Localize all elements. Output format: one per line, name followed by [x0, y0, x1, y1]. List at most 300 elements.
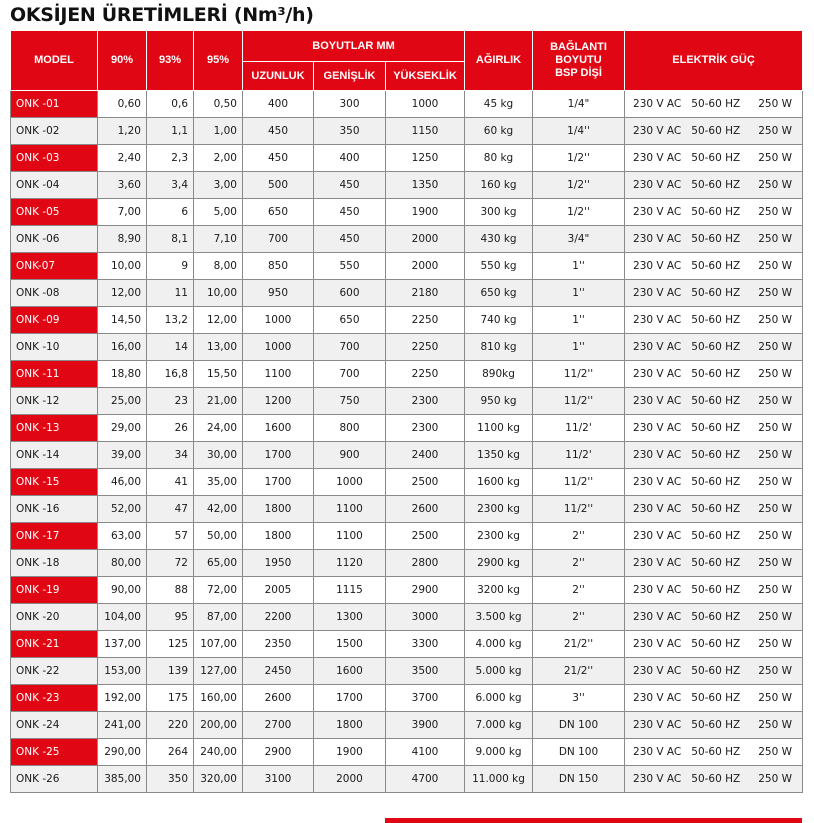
- cell-length: 700: [243, 226, 314, 253]
- cell-weight: 430 kg: [465, 226, 533, 253]
- cell-model: ONK -15: [11, 469, 98, 496]
- cell-purity-95: 320,00: [194, 766, 243, 793]
- cell-length: 2200: [243, 604, 314, 631]
- cell-purity-90: 7,00: [98, 199, 147, 226]
- cell-width: 750: [314, 388, 386, 415]
- cell-weight: 810 kg: [465, 334, 533, 361]
- cell-wattage: 250 W: [758, 314, 793, 326]
- cell-wattage: 250 W: [758, 611, 793, 623]
- cell-purity-90: 0,60: [98, 91, 147, 118]
- table-row: [11, 172, 803, 199]
- cell-purity-93: 95: [147, 604, 194, 631]
- header-width: GENİŞLİK: [314, 62, 386, 91]
- cell-power: [625, 226, 803, 253]
- cell-purity-90: 10,00: [98, 253, 147, 280]
- cell-voltage: 230 V AC: [633, 422, 682, 434]
- cell-frequency: 50-60 HZ: [691, 206, 741, 218]
- cell-length: 2900: [243, 739, 314, 766]
- table-row: [11, 361, 803, 388]
- cell-wattage: 250 W: [758, 368, 793, 380]
- cell-height: 2250: [386, 334, 465, 361]
- cell-weight: 300 kg: [465, 199, 533, 226]
- cell-power: [625, 361, 803, 388]
- cell-height: 2300: [386, 388, 465, 415]
- header-power: ELEKTRİK GÜÇ: [625, 31, 803, 91]
- cell-purity-95: 8,00: [194, 253, 243, 280]
- cell-weight: 2300 kg: [465, 496, 533, 523]
- cell-purity-90: 63,00: [98, 523, 147, 550]
- cell-purity-95: 200,00: [194, 712, 243, 739]
- cell-connection: 11/2'': [533, 496, 625, 523]
- cell-frequency: 50-60 HZ: [691, 98, 741, 110]
- cell-weight: 60 kg: [465, 118, 533, 145]
- cell-connection: 3'': [533, 685, 625, 712]
- cell-voltage: 230 V AC: [633, 314, 682, 326]
- cell-height: 2800: [386, 550, 465, 577]
- cell-height: 1250: [386, 145, 465, 172]
- cell-width: 700: [314, 334, 386, 361]
- header-connection-line2: BOYUTU: [555, 54, 602, 66]
- cell-purity-90: 104,00: [98, 604, 147, 631]
- cell-height: 2600: [386, 496, 465, 523]
- cell-frequency: 50-60 HZ: [691, 557, 741, 569]
- cell-frequency: 50-60 HZ: [691, 665, 741, 677]
- cell-length: 2450: [243, 658, 314, 685]
- cell-connection: 1'': [533, 280, 625, 307]
- cell-voltage: 230 V AC: [633, 692, 682, 704]
- cell-purity-95: 0,50: [194, 91, 243, 118]
- cell-purity-90: 385,00: [98, 766, 147, 793]
- cell-frequency: 50-60 HZ: [691, 179, 741, 191]
- cell-voltage: 230 V AC: [633, 503, 682, 515]
- cell-wattage: 250 W: [758, 530, 793, 542]
- cell-height: 2180: [386, 280, 465, 307]
- cell-purity-93: 34: [147, 442, 194, 469]
- cell-purity-90: 241,00: [98, 712, 147, 739]
- cell-model: ONK -22: [11, 658, 98, 685]
- cell-frequency: 50-60 HZ: [691, 395, 741, 407]
- cell-frequency: 50-60 HZ: [691, 422, 741, 434]
- cell-length: 2600: [243, 685, 314, 712]
- cell-purity-95: 72,00: [194, 577, 243, 604]
- cell-length: 1800: [243, 523, 314, 550]
- cell-purity-95: 24,00: [194, 415, 243, 442]
- cell-purity-95: 10,00: [194, 280, 243, 307]
- header-connection-line1: BAĞLANTI: [550, 41, 607, 53]
- cell-connection: 1'': [533, 307, 625, 334]
- cell-purity-95: 160,00: [194, 685, 243, 712]
- cell-power: [625, 739, 803, 766]
- cell-wattage: 250 W: [758, 503, 793, 515]
- cell-weight: 11.000 kg: [465, 766, 533, 793]
- cell-height: 2250: [386, 361, 465, 388]
- cell-purity-90: 39,00: [98, 442, 147, 469]
- cell-model: ONK -02: [11, 118, 98, 145]
- cell-frequency: 50-60 HZ: [691, 530, 741, 542]
- cell-purity-90: 192,00: [98, 685, 147, 712]
- cell-width: 1900: [314, 739, 386, 766]
- cell-frequency: 50-60 HZ: [691, 449, 741, 461]
- cell-width: 450: [314, 226, 386, 253]
- cell-length: 1950: [243, 550, 314, 577]
- cell-power: [625, 91, 803, 118]
- cell-purity-90: 80,00: [98, 550, 147, 577]
- cell-voltage: 230 V AC: [633, 584, 682, 596]
- cell-purity-93: 26: [147, 415, 194, 442]
- cell-purity-90: 153,00: [98, 658, 147, 685]
- cell-length: 400: [243, 91, 314, 118]
- cell-frequency: 50-60 HZ: [691, 314, 741, 326]
- table-row: [11, 334, 803, 361]
- cell-frequency: 50-60 HZ: [691, 746, 741, 758]
- cell-height: 3500: [386, 658, 465, 685]
- cell-connection: 1'': [533, 253, 625, 280]
- cell-purity-93: 88: [147, 577, 194, 604]
- cell-connection: 2'': [533, 550, 625, 577]
- cell-weight: 2900 kg: [465, 550, 533, 577]
- cell-purity-90: 2,40: [98, 145, 147, 172]
- cell-purity-93: 139: [147, 658, 194, 685]
- cell-purity-90: 8,90: [98, 226, 147, 253]
- cell-purity-95: 42,00: [194, 496, 243, 523]
- table-row: [11, 118, 803, 145]
- cell-purity-93: 57: [147, 523, 194, 550]
- cell-width: 650: [314, 307, 386, 334]
- cell-width: 450: [314, 172, 386, 199]
- cell-frequency: 50-60 HZ: [691, 476, 741, 488]
- cell-purity-93: 72: [147, 550, 194, 577]
- cell-model: ONK -04: [11, 172, 98, 199]
- cell-model: ONK -25: [11, 739, 98, 766]
- cell-weight: 80 kg: [465, 145, 533, 172]
- cell-purity-93: 11: [147, 280, 194, 307]
- cell-purity-93: 0,6: [147, 91, 194, 118]
- cell-connection: 1'': [533, 334, 625, 361]
- cell-purity-95: 7,10: [194, 226, 243, 253]
- cell-wattage: 250 W: [758, 422, 793, 434]
- cell-length: 2005: [243, 577, 314, 604]
- header-height: YÜKSEKLİK: [386, 62, 465, 91]
- cell-width: 550: [314, 253, 386, 280]
- cell-purity-90: 14,50: [98, 307, 147, 334]
- cell-power: [625, 199, 803, 226]
- cell-power: [625, 550, 803, 577]
- header-connection-line3: BSP DİŞİ: [555, 67, 602, 79]
- cell-width: 800: [314, 415, 386, 442]
- cell-length: 1200: [243, 388, 314, 415]
- cell-wattage: 250 W: [758, 692, 793, 704]
- cell-width: 400: [314, 145, 386, 172]
- cell-model: ONK -11: [11, 361, 98, 388]
- cell-connection: 2'': [533, 577, 625, 604]
- cell-connection: DN 150: [533, 766, 625, 793]
- cell-frequency: 50-60 HZ: [691, 287, 741, 299]
- cell-power: [625, 496, 803, 523]
- cell-height: 2000: [386, 253, 465, 280]
- cell-connection: 21/2'': [533, 631, 625, 658]
- cell-purity-95: 35,00: [194, 469, 243, 496]
- cell-connection: 2'': [533, 523, 625, 550]
- cell-connection: 21/2'': [533, 658, 625, 685]
- cell-weight: 6.000 kg: [465, 685, 533, 712]
- cell-connection: 1/2'': [533, 172, 625, 199]
- table-row: [11, 604, 803, 631]
- cell-wattage: 250 W: [758, 773, 793, 785]
- cell-connection: 11/2'': [533, 469, 625, 496]
- cell-power: [625, 253, 803, 280]
- table-row: [11, 226, 803, 253]
- cell-power: [625, 523, 803, 550]
- cell-power: [625, 469, 803, 496]
- cell-power: [625, 712, 803, 739]
- cell-purity-93: 16,8: [147, 361, 194, 388]
- cell-connection: 1/2'': [533, 145, 625, 172]
- cell-width: 900: [314, 442, 386, 469]
- cell-frequency: 50-60 HZ: [691, 152, 741, 164]
- cell-purity-93: 350: [147, 766, 194, 793]
- cell-length: 1100: [243, 361, 314, 388]
- cell-length: 1700: [243, 442, 314, 469]
- cell-purity-93: 175: [147, 685, 194, 712]
- cell-length: 1700: [243, 469, 314, 496]
- header-connection: [533, 31, 625, 91]
- cell-height: 1150: [386, 118, 465, 145]
- cell-weight: 3.500 kg: [465, 604, 533, 631]
- cell-weight: 1350 kg: [465, 442, 533, 469]
- cell-power: [625, 577, 803, 604]
- cell-width: 1120: [314, 550, 386, 577]
- cell-purity-93: 41: [147, 469, 194, 496]
- cell-purity-90: 1,20: [98, 118, 147, 145]
- cell-model: ONK -14: [11, 442, 98, 469]
- cell-height: 2250: [386, 307, 465, 334]
- cell-weight: 890kg: [465, 361, 533, 388]
- cell-length: 950: [243, 280, 314, 307]
- cell-wattage: 250 W: [758, 233, 793, 245]
- cell-power: [625, 604, 803, 631]
- table-row: [11, 469, 803, 496]
- cell-length: 450: [243, 118, 314, 145]
- cell-power: [625, 658, 803, 685]
- cell-purity-90: 16,00: [98, 334, 147, 361]
- cell-width: 1100: [314, 496, 386, 523]
- cell-weight: 4.000 kg: [465, 631, 533, 658]
- cell-model: ONK -05: [11, 199, 98, 226]
- cell-voltage: 230 V AC: [633, 260, 682, 272]
- cell-voltage: 230 V AC: [633, 233, 682, 245]
- table-row: [11, 280, 803, 307]
- cell-length: 3100: [243, 766, 314, 793]
- cell-frequency: 50-60 HZ: [691, 233, 741, 245]
- cell-length: 1000: [243, 334, 314, 361]
- cell-wattage: 250 W: [758, 287, 793, 299]
- cell-model: ONK -21: [11, 631, 98, 658]
- cell-wattage: 250 W: [758, 206, 793, 218]
- cell-wattage: 250 W: [758, 260, 793, 272]
- cell-weight: 740 kg: [465, 307, 533, 334]
- cell-length: 2350: [243, 631, 314, 658]
- cell-weight: 550 kg: [465, 253, 533, 280]
- cell-height: 4700: [386, 766, 465, 793]
- cell-power: [625, 280, 803, 307]
- cell-wattage: 250 W: [758, 395, 793, 407]
- cell-model: ONK -06: [11, 226, 98, 253]
- cell-purity-90: 25,00: [98, 388, 147, 415]
- cell-frequency: 50-60 HZ: [691, 692, 741, 704]
- cell-purity-90: 29,00: [98, 415, 147, 442]
- cell-purity-93: 1,1: [147, 118, 194, 145]
- cell-voltage: 230 V AC: [633, 449, 682, 461]
- cell-power: [625, 307, 803, 334]
- cell-voltage: 230 V AC: [633, 773, 682, 785]
- cell-power: [625, 442, 803, 469]
- cell-connection: DN 100: [533, 712, 625, 739]
- cell-purity-93: 47: [147, 496, 194, 523]
- table-row: [11, 712, 803, 739]
- cell-length: 850: [243, 253, 314, 280]
- cell-weight: 1100 kg: [465, 415, 533, 442]
- cell-connection: 11/2'': [533, 388, 625, 415]
- cell-purity-95: 5,00: [194, 199, 243, 226]
- cell-connection: 11/2'': [533, 361, 625, 388]
- cell-purity-90: 90,00: [98, 577, 147, 604]
- table-row: [11, 685, 803, 712]
- cell-voltage: 230 V AC: [633, 530, 682, 542]
- cell-model: ONK -17: [11, 523, 98, 550]
- table-row: [11, 658, 803, 685]
- cell-frequency: 50-60 HZ: [691, 503, 741, 515]
- cell-width: 1000: [314, 469, 386, 496]
- header-length: UZUNLUK: [243, 62, 314, 91]
- cell-weight: 9.000 kg: [465, 739, 533, 766]
- cell-purity-93: 13,2: [147, 307, 194, 334]
- cell-voltage: 230 V AC: [633, 206, 682, 218]
- cell-purity-90: 290,00: [98, 739, 147, 766]
- cell-height: 2300: [386, 415, 465, 442]
- cell-width: 1300: [314, 604, 386, 631]
- cell-height: 2400: [386, 442, 465, 469]
- table-row: [11, 631, 803, 658]
- cell-weight: 5.000 kg: [465, 658, 533, 685]
- cell-wattage: 250 W: [758, 152, 793, 164]
- cell-model: ONK -26: [11, 766, 98, 793]
- cell-width: 1700: [314, 685, 386, 712]
- cell-purity-90: 52,00: [98, 496, 147, 523]
- cell-height: 3000: [386, 604, 465, 631]
- cell-width: 1100: [314, 523, 386, 550]
- cell-frequency: 50-60 HZ: [691, 611, 741, 623]
- header-purity-90: 90%: [98, 31, 147, 91]
- cell-voltage: 230 V AC: [633, 719, 682, 731]
- table-row: [11, 523, 803, 550]
- table-row: [11, 496, 803, 523]
- cell-purity-95: 127,00: [194, 658, 243, 685]
- cell-power: [625, 685, 803, 712]
- cell-purity-95: 13,00: [194, 334, 243, 361]
- cell-model: ONK -03: [11, 145, 98, 172]
- cell-width: 2000: [314, 766, 386, 793]
- cell-voltage: 230 V AC: [633, 665, 682, 677]
- cell-voltage: 230 V AC: [633, 557, 682, 569]
- cell-model: ONK -19: [11, 577, 98, 604]
- table-row: [11, 577, 803, 604]
- cell-weight: 160 kg: [465, 172, 533, 199]
- cell-connection: 1/4": [533, 91, 625, 118]
- cell-power: [625, 172, 803, 199]
- cell-power: [625, 388, 803, 415]
- cell-power: [625, 415, 803, 442]
- cell-purity-90: 46,00: [98, 469, 147, 496]
- table-row: [11, 199, 803, 226]
- cell-weight: 3200 kg: [465, 577, 533, 604]
- cell-connection: 3/4": [533, 226, 625, 253]
- cell-length: 1600: [243, 415, 314, 442]
- cell-purity-95: 65,00: [194, 550, 243, 577]
- cell-model: ONK -01: [11, 91, 98, 118]
- cell-connection: DN 100: [533, 739, 625, 766]
- table-row: [11, 550, 803, 577]
- cell-weight: 650 kg: [465, 280, 533, 307]
- cell-voltage: 230 V AC: [633, 746, 682, 758]
- cell-model: ONK -08: [11, 280, 98, 307]
- cell-purity-95: 87,00: [194, 604, 243, 631]
- cell-wattage: 250 W: [758, 638, 793, 650]
- cell-weight: 7.000 kg: [465, 712, 533, 739]
- cell-model: ONK -12: [11, 388, 98, 415]
- cell-width: 1800: [314, 712, 386, 739]
- cell-purity-90: 137,00: [98, 631, 147, 658]
- cell-frequency: 50-60 HZ: [691, 368, 741, 380]
- table-row: [11, 442, 803, 469]
- cell-wattage: 250 W: [758, 125, 793, 137]
- cell-purity-93: 220: [147, 712, 194, 739]
- cell-length: 1800: [243, 496, 314, 523]
- cell-connection: 1/2'': [533, 199, 625, 226]
- cell-connection: 11/2': [533, 442, 625, 469]
- cell-model: ONK -09: [11, 307, 98, 334]
- cell-voltage: 230 V AC: [633, 179, 682, 191]
- cell-purity-95: 2,00: [194, 145, 243, 172]
- cell-model: ONK -24: [11, 712, 98, 739]
- cell-height: 1350: [386, 172, 465, 199]
- cell-height: 3300: [386, 631, 465, 658]
- cell-connection: 1/4'': [533, 118, 625, 145]
- cell-width: 1115: [314, 577, 386, 604]
- cell-frequency: 50-60 HZ: [691, 260, 741, 272]
- cell-power: [625, 118, 803, 145]
- cell-wattage: 250 W: [758, 98, 793, 110]
- cell-wattage: 250 W: [758, 665, 793, 677]
- cell-height: 2900: [386, 577, 465, 604]
- cell-width: 450: [314, 199, 386, 226]
- cell-purity-93: 9: [147, 253, 194, 280]
- table-row: [11, 739, 803, 766]
- page-title: OKSİJEN ÜRETİMLERİ (Nm³/h): [10, 4, 314, 26]
- cell-height: 4100: [386, 739, 465, 766]
- cell-frequency: 50-60 HZ: [691, 125, 741, 137]
- cell-voltage: 230 V AC: [633, 98, 682, 110]
- cell-voltage: 230 V AC: [633, 152, 682, 164]
- header-purity-93: 93%: [147, 31, 194, 91]
- cell-model: ONK-07: [11, 253, 98, 280]
- cell-purity-95: 30,00: [194, 442, 243, 469]
- cell-length: 650: [243, 199, 314, 226]
- oxygen-production-table: [10, 30, 803, 793]
- cell-wattage: 250 W: [758, 719, 793, 731]
- table-row: [11, 253, 803, 280]
- cell-weight: 950 kg: [465, 388, 533, 415]
- table-row: [11, 766, 803, 793]
